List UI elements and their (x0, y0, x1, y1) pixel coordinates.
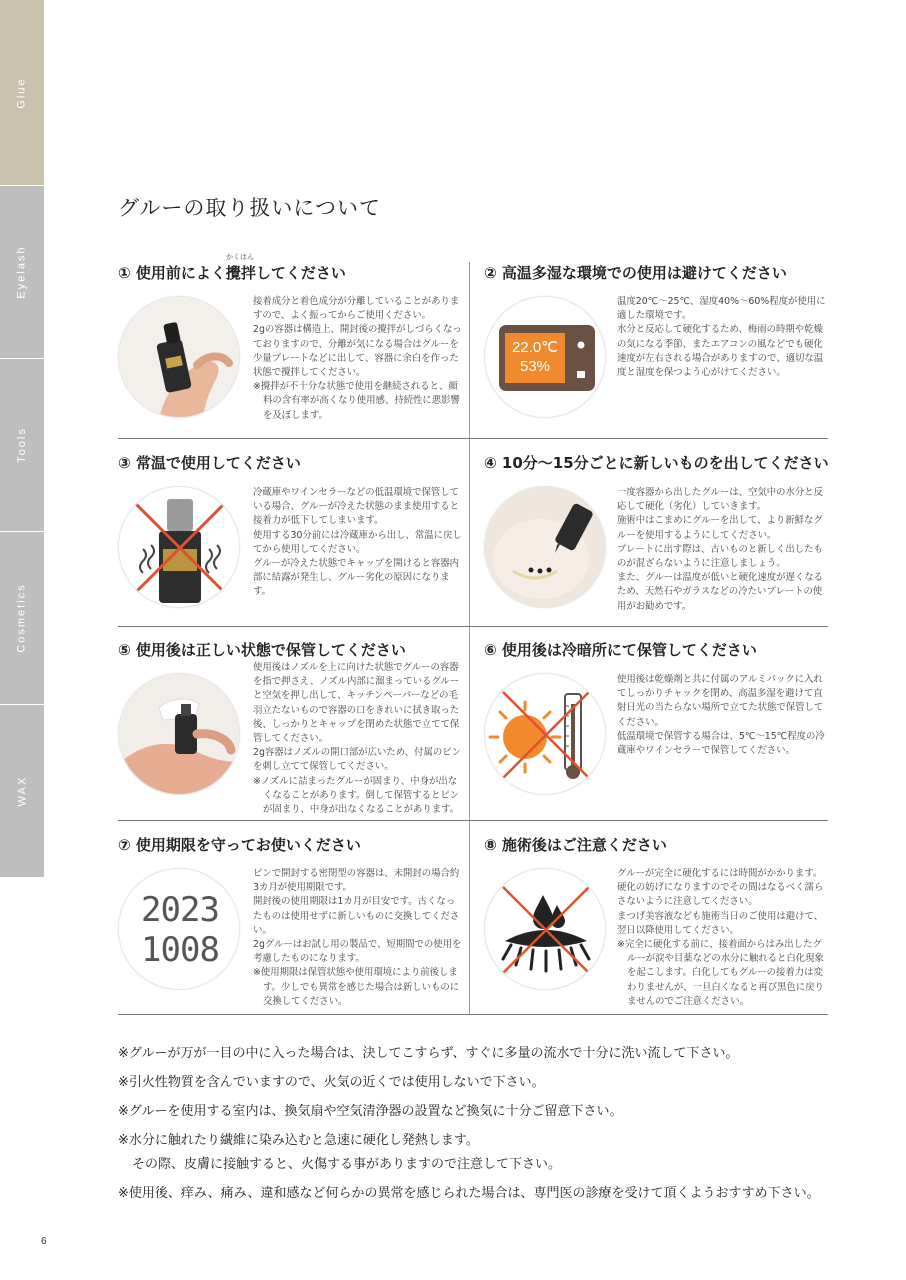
note: ※攪拌が不十分な状態で使用を継続されると、顔料の含有率が高くなり使用感、持続性に悪影響を及ぼします。 (253, 381, 460, 421)
paragraph: 使用後は乾燥剤と共に付属のアルミパックに入れてしっかりチャックを閉め、高温多湿を避けて直射日光の当たらない場所で立てた状態で保管してください。 (617, 674, 824, 728)
warning-item (118, 1103, 838, 1121)
section-title: ① 使用前によく攪拌してください (118, 264, 346, 282)
paragraph: 使用後はノズルを上に向けた状態でグルーの容器を指で押さえ、ノズル内部に溜まっているグルーと空気を押し出して、キッチンペーパーなどの毛羽立たないもので容器の口をきれいに拭き取った後、しっかりとキャップを閉めた状態で立てて保管してください。 (253, 662, 460, 745)
paragraph: また、グルーは温度が低いと硬化速度が遅くなるため、天然石やガラスなどの冷たいプレートの使用がお勧めです。 (617, 572, 823, 612)
warning-item (118, 1045, 838, 1063)
warning-text: ※グルーが万が一目の中に入った場合は、決してこすらず、すぐに多量の流水で十分に洗い流して下さい。 (118, 1046, 739, 1061)
page-title: グルーの取り扱いについて (118, 196, 381, 220)
paragraph: 2gの容器は構造上、開封後の攪拌がしづらくなっておりますので、分離が気になる場合はグルーを少量プレートなどに出して、容器に余白を作った状態で攪拌してください。 (253, 324, 462, 379)
paragraph: 温度20℃～25℃、湿度40%～60%程度が使用に適した環境です。 (617, 296, 826, 322)
side-tab-cosmetics[interactable] (0, 532, 44, 705)
paragraph: プレートに出す際は、古いものと新しく出したものが混ざらないように注意しましょう。 (617, 543, 823, 570)
section-title: ③ 常温で使用してください (118, 454, 301, 472)
side-tab-glue[interactable] (0, 0, 44, 186)
row-divider (118, 626, 828, 627)
section-title: ② 高温多湿な環境での使用は避けてください (484, 264, 787, 282)
paragraph: ピンで開封する密閉型の容器は、未開封の場合約3カ月が使用期限です。 (253, 868, 460, 894)
ruby-kakuhan: かくはん (226, 253, 254, 261)
paragraph: 一度容器から出したグルーは、空気中の水分と反応して硬化（劣化）していきます。 (617, 487, 823, 513)
thermo-hygrometer-icon (484, 296, 606, 418)
section-text (253, 661, 463, 817)
paragraph: 2g容器はノズルの開口部が広いため、付属のピンを刺し立てて保管してください。 (253, 747, 462, 773)
display-humidity: 53% (519, 358, 551, 375)
bottle-nozzle-hand-icon (118, 673, 240, 795)
warning-item (118, 1074, 838, 1092)
paragraph: まつげ美容液なども施術当日のご使用は避けて、翌日以降使用してください。 (617, 910, 824, 936)
warning-text: ※水分に触れたり繊維に染み込むと急速に硬化し発熱します。 (118, 1133, 479, 1148)
paragraph: 使用する30分前には冷蔵庫から出し、常温に戻してから使用してください。 (253, 529, 462, 555)
expiry-year: 2023 (141, 890, 219, 930)
paragraph: 冷蔵庫やワインセラーなどの低温環境で保管している場合、グルーが冷えた状態のまま使用すると接着力が低下してしまいます。 (253, 487, 459, 527)
warning-text: ※引火性物質を含んでいますので、火気の近くでは使用しないで下さい。 (118, 1075, 545, 1090)
section-text (617, 867, 827, 1009)
side-tab-bar (0, 0, 44, 878)
glue-bottle-shaking-icon (118, 296, 240, 418)
section-text (617, 295, 827, 380)
note: ※ノズルに詰まったグルーが固まり、中身が出なくなることがあります。倒して保管するとピンが固まり、中身が出なくなることがあります。 (253, 775, 460, 816)
display-temperature: 22.0℃ (511, 339, 559, 356)
side-tab-label: Tools (16, 427, 28, 463)
note: ※完全に硬化する前に、接着面からはみ出したグルーが涙や目薬などの水分に触れると白化現象を起こします。白化してもグルーの接着力は変わりませんが、一旦白くなると再び黒色に戻りませんのでご注意ください。 (617, 939, 824, 1007)
paragraph: グルーが冷えた状態でキャップを開けると容器内部に結露が発生し、グルー劣化の原因になります。 (253, 558, 459, 598)
glue-plate-icon (484, 486, 606, 608)
warning-text-continued: その際、皮膚に接触すると、火傷する事がありますので注意して下さい。 (132, 1157, 562, 1172)
row-divider (118, 1014, 828, 1015)
row-divider (118, 820, 828, 821)
paragraph: 施術中はこまめにグルーを出して、より新鮮なグルーを使用するようにしてください。 (617, 515, 823, 541)
warning-item (118, 1185, 838, 1203)
side-tab-label: Eyelash (16, 245, 29, 299)
side-tab-eyelash[interactable] (0, 186, 44, 359)
section-title: ⑧ 施術後はご注意ください (484, 836, 667, 854)
sun-thermometer-prohibited-icon (484, 673, 606, 795)
side-tab-label: Cosmetics (16, 583, 28, 653)
column-divider (469, 262, 470, 1014)
warnings-list (118, 1045, 838, 1214)
paragraph: 2gグルーはお試し用の製品で、短期間での使用を考慮したものになります。 (253, 939, 462, 965)
warning-text: ※使用後、痒み、痛み、違和感など何らかの異常を感じられた場合は、専門医の診療を受けて頂くようおすすめ下さい。 (118, 1186, 820, 1201)
section-text (617, 486, 827, 614)
section-text (617, 673, 827, 758)
page-number: 6 (41, 1236, 47, 1247)
side-tab-label: Glue (16, 76, 28, 109)
note: ※使用期限は保管状態や使用環境により前後します。少しでも異常を感じた場合は新しいものに交換してください。 (253, 967, 460, 1007)
side-tab-tools[interactable] (0, 359, 44, 532)
section-title: ⑦ 使用期限を守ってお使いください (118, 836, 361, 854)
section-text (253, 867, 463, 1009)
paragraph: グルーが完全に硬化するには時間がかかります。硬化の妨げになりますのでその間はなるべく濡らさないように注意してください。 (617, 868, 824, 908)
paragraph: 低温環境で保管する場合は、5℃～15℃程度の冷蔵庫やワインセラーで保管してください。 (617, 730, 825, 757)
cold-bottle-prohibited-icon (118, 486, 240, 608)
side-tab-wax[interactable] (0, 705, 44, 878)
eyelash-water-prohibited-icon (484, 868, 606, 990)
warning-item (118, 1132, 838, 1174)
expiry-date-icon (118, 868, 240, 990)
side-tab-label: WAX (16, 775, 28, 807)
paragraph: 開封後の使用期限は1カ月が目安です。古くなったものは使用せずに新しいものに交換してください。 (253, 896, 460, 936)
section-title: ⑤ 使用後は正しい状態で保管してください (118, 641, 406, 659)
row-divider (118, 438, 828, 439)
paragraph: 水分と反応して硬化するため、梅雨の時期や乾燥の気になる季節、またエアコンの風などでも硬化速度が左右される場合がありますので、適切な温度と湿度を保つよう心がけてください。 (617, 324, 824, 379)
section-title: ⑥ 使用後は冷暗所にて保管してください (484, 641, 757, 659)
paragraph: 接着成分と着色成分が分離していることがありますので、よく振ってからご使用ください。 (253, 296, 460, 322)
section-title: ④ 10分～15分ごとに新しいものを出してください (484, 454, 829, 472)
section-text (253, 486, 463, 600)
warning-text: ※グルーを使用する室内は、換気扇や空気清浄器の設置など換気に十分ご留意下さい。 (118, 1104, 623, 1119)
expiry-month-day: 1008 (141, 930, 219, 970)
section-text (253, 295, 463, 423)
